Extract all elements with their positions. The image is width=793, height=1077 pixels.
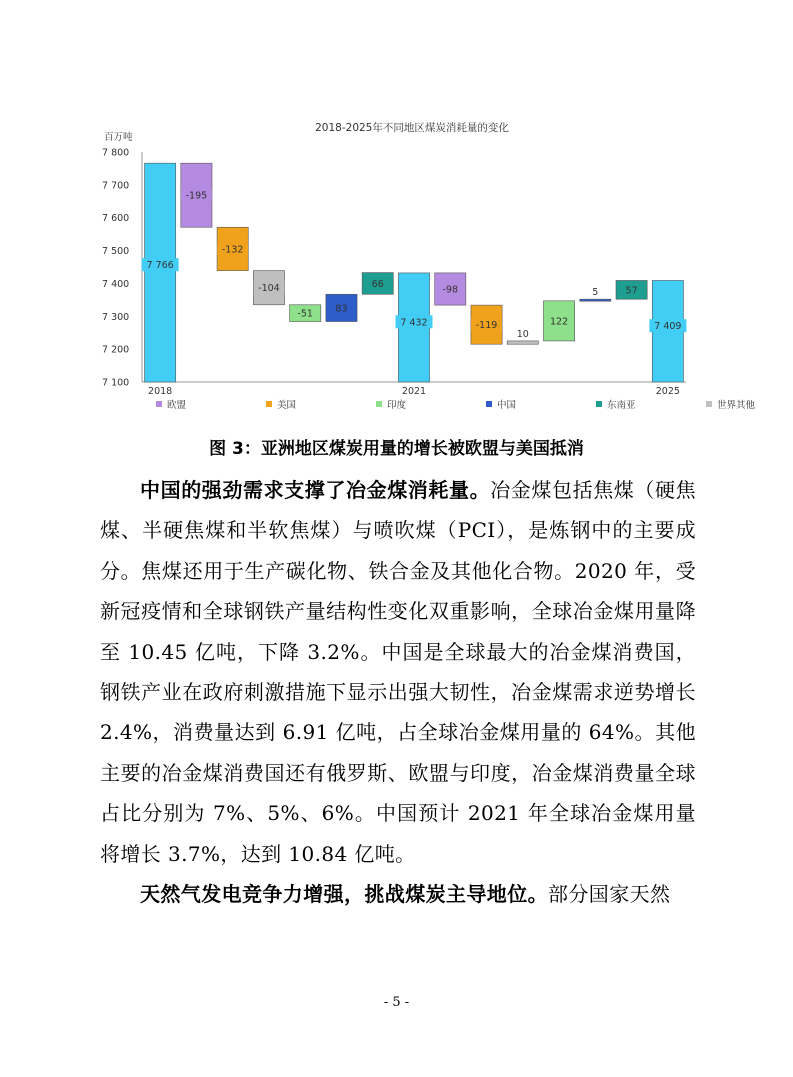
data-label: 7 432 bbox=[400, 317, 428, 329]
data-label: -51 bbox=[297, 308, 313, 320]
paragraph-body: 部分国家天然 bbox=[548, 882, 671, 907]
y-tick-label: 7 600 bbox=[102, 213, 130, 225]
legend-label: 印度 bbox=[387, 400, 407, 411]
y-tick-label: 7 500 bbox=[102, 246, 130, 258]
y-tick-label: 7 700 bbox=[102, 180, 130, 192]
paragraph-body: 冶金煤包括焦煤（硬焦煤、半硬焦煤和半软焦煤）与喷吹煤（PCI），是炼钢中的主要成分。焦煤还用于生产碳化物、铁合金及其他化合物。2020 年，受新冠疫情和全球钢铁产量结构性变化双重影响，全球冶金煤用量降至 10.45 亿吨，下降 3.2%。中国是全球最大的冶金煤消费国，钢铁产业在政府刺激措施下显示出强大韧性，冶金煤需求逆势增长 2.4%，消费量达到 6.91 亿吨，占全球冶金煤用量的 64%。其他主要的冶金煤消费国还有俄罗斯、欧盟与印度，冶金煤消费量全球占比分别为 7%、5%、6%。中国预计 2021 年全球冶金煤用量将增长 3.7%，达到 10.84 亿吨。 bbox=[100, 478, 696, 866]
legend-label: 东南亚 bbox=[607, 400, 636, 411]
paragraph-lead: 天然气发电竞争力增强，挑战煤炭主导地位。 bbox=[140, 882, 548, 907]
data-label: -104 bbox=[258, 283, 280, 295]
y-tick-label: 7 300 bbox=[102, 311, 130, 323]
legend-swatch bbox=[266, 401, 272, 407]
legend-label: 欧盟 bbox=[167, 400, 187, 411]
data-label: -195 bbox=[185, 190, 208, 202]
chart-title: 2018-2025年不同地区煤炭消耗量的变化 bbox=[315, 122, 509, 134]
legend-label: 世界其他 bbox=[717, 400, 756, 411]
legend-swatch bbox=[156, 401, 162, 407]
data-label: 57 bbox=[625, 285, 638, 297]
legend-swatch bbox=[596, 401, 602, 407]
legend-swatch bbox=[706, 401, 712, 407]
y-tick-label: 7 400 bbox=[102, 278, 130, 290]
legend-swatch bbox=[376, 401, 382, 407]
body-text bbox=[100, 470, 696, 914]
legend bbox=[156, 399, 756, 411]
data-label: -119 bbox=[475, 320, 498, 332]
y-tick-label: 7 800 bbox=[102, 147, 130, 159]
total-bar bbox=[145, 163, 176, 382]
y-tick-label: 7 200 bbox=[102, 344, 130, 356]
data-label: 83 bbox=[335, 303, 348, 315]
data-label: -98 bbox=[442, 284, 459, 296]
plot-area bbox=[102, 148, 686, 398]
data-label: -132 bbox=[221, 244, 244, 256]
figure-caption: 图 3：亚洲地区煤炭用量的增长被欧盟与美国抵消 bbox=[209, 439, 584, 459]
page-number: - 5 - bbox=[383, 995, 410, 1010]
paragraph-natural-gas bbox=[100, 874, 696, 914]
waterfall-chart bbox=[96, 112, 756, 424]
legend-label: 美国 bbox=[277, 400, 297, 411]
data-label: 7 409 bbox=[654, 321, 682, 333]
data-label: 7 766 bbox=[146, 260, 174, 272]
y-tick-label: 7 100 bbox=[102, 377, 130, 389]
paragraph-metallurgical-coal bbox=[100, 470, 696, 874]
x-tick-label: 2025 bbox=[655, 386, 680, 397]
legend-swatch bbox=[486, 401, 492, 407]
x-tick-label: 2021 bbox=[401, 386, 427, 397]
chart-canvas bbox=[96, 112, 756, 424]
data-label: 122 bbox=[549, 316, 569, 328]
delta-bar bbox=[507, 341, 538, 344]
delta-bar bbox=[580, 299, 611, 301]
x-tick-label: 2018 bbox=[148, 386, 173, 397]
paragraph-lead: 中国的强劲需求支撑了冶金煤消耗量。 bbox=[140, 478, 491, 502]
data-label: 10 bbox=[516, 328, 529, 340]
data-label: 66 bbox=[371, 278, 384, 290]
data-label: 5 bbox=[592, 287, 599, 299]
y-axis-label: 百万吨 bbox=[104, 132, 133, 143]
legend-label: 中国 bbox=[497, 400, 517, 411]
